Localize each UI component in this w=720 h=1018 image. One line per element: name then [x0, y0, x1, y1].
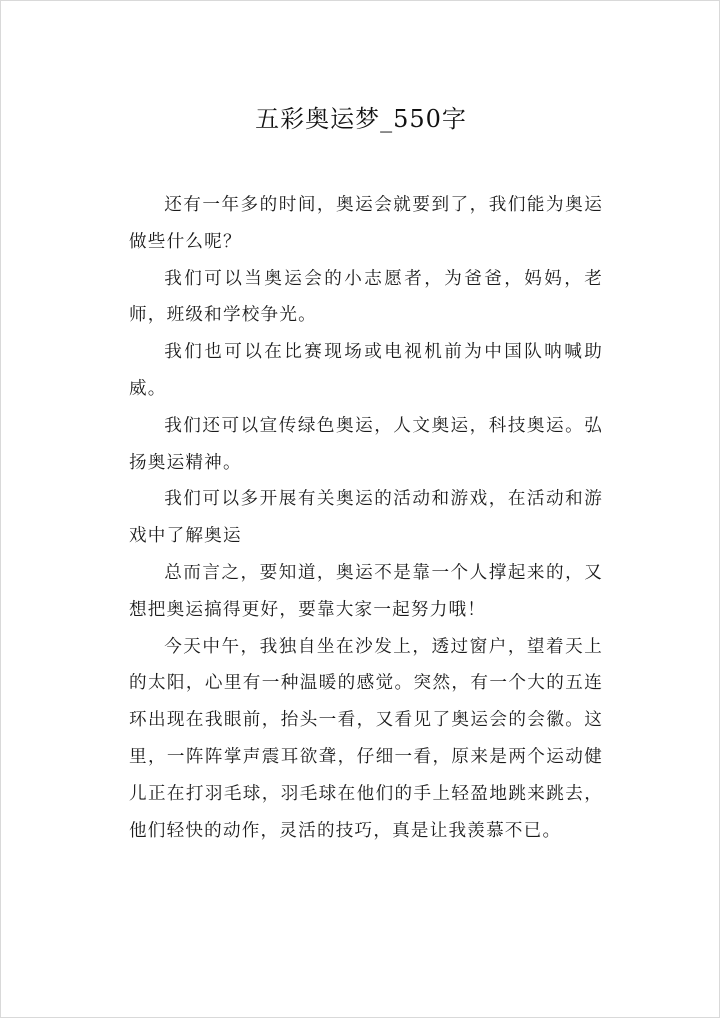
paragraph: 我们还可以宣传绿色奥运，人文奥运，科技奥运。弘扬奥运精神。 — [129, 415, 603, 473]
document-title: 五彩奥运梦_550字 — [255, 105, 467, 133]
paragraph: 今天中午，我独自坐在沙发上，透过窗户，望着天上的太阳，心里有一种温暖的感觉。突然，有一个大的五连环出现在我眼前，抬头一看，又看见了奥运会的会徽。这里，一阵阵掌声震耳欲聋，仔细一看，原来是两个运动健儿正在打羽毛球，羽毛球在他们的手上轻盈地跳来跳去，他们轻快的动作，灵活的技巧，真是让我羡慕不已。 — [129, 636, 603, 841]
paragraph: 总而言之，要知道，奥运不是靠一个人撑起来的，又想把奥运搞得更好，要靠大家一起努力哦！ — [129, 562, 603, 620]
paragraph: 还有一年多的时间，奥运会就要到了，我们能为奥运做些什么呢？ — [129, 195, 603, 252]
document-body — [129, 187, 603, 849]
paragraph: 我们可以多开展有关奥运的活动和游戏，在活动和游戏中了解奥运 — [129, 489, 603, 547]
paragraph: 我们可以当奥运会的小志愿者，为爸爸，妈妈，老师，班级和学校争光。 — [129, 268, 603, 326]
paragraph: 我们也可以在比赛现场或电视机前为中国队呐喊助威。 — [129, 342, 603, 399]
